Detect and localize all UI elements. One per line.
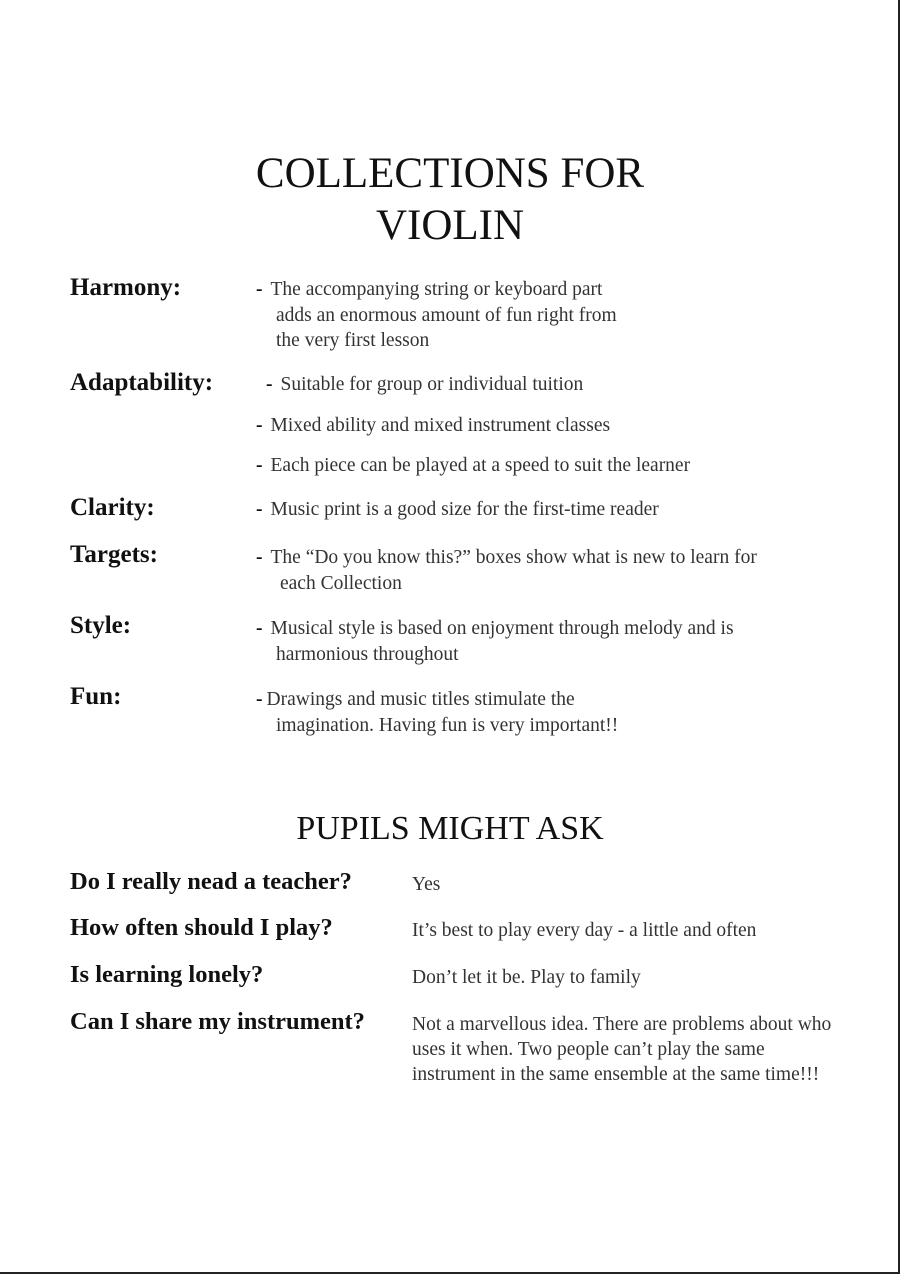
answer: Don’t let it be. Play to family: [412, 967, 641, 988]
page-title-line-1: COLLECTIONS FOR: [255, 150, 645, 197]
dash-bullet: -: [256, 689, 263, 710]
feature-text: imagination. Having fun is very important!!: [276, 714, 619, 736]
answer: It’s best to play every day - a little and often: [412, 920, 757, 941]
question: Can I share my instrument?: [70, 1008, 365, 1035]
feature-text: Music print is a good size for the first-time reader: [270, 499, 659, 520]
feature-text: The “Do you know this?” boxes show what is new to learn for: [270, 547, 757, 568]
question: How often should I play?: [70, 914, 333, 941]
feature-text: the very first lesson: [276, 330, 430, 351]
feature-label: Adaptability:: [70, 369, 214, 396]
dash-bullet: -: [256, 499, 263, 520]
dash-bullet: -: [266, 374, 273, 395]
answer: Not a marvellous idea. There are problems about who uses it when. Two people can’t play the same instrument in the same ensemble at the same time!!!: [412, 1014, 832, 1085]
feature-text: Drawings and music titles stimulate the: [266, 689, 575, 710]
dash-bullet: -: [256, 455, 263, 476]
feature-text: each Collection: [280, 572, 402, 594]
answer: Yes: [412, 874, 441, 895]
feature-label: Clarity:: [70, 494, 155, 521]
feature-label: Harmony:: [70, 274, 182, 301]
feature-text: Musical style is based on enjoyment through melody and is: [270, 618, 734, 639]
feature-description: [256, 453, 690, 479]
feature-description: [256, 497, 659, 523]
pupils-title: PUPILS MIGHT ASK: [296, 810, 604, 847]
feature-description: [266, 372, 583, 398]
feature-text: adds an enormous amount of fun right from: [276, 304, 617, 326]
feature-description: [256, 413, 610, 439]
feature-text: The accompanying string or keyboard part: [270, 279, 603, 300]
feature-description: [256, 616, 734, 667]
feature-description: [256, 545, 757, 596]
page-title: [0, 148, 900, 252]
feature-label: Style:: [70, 612, 132, 639]
feature-label: Targets:: [70, 541, 158, 568]
feature-description: [256, 277, 617, 354]
feature-label: Fun:: [70, 683, 122, 710]
question: Is learning lonely?: [70, 961, 264, 988]
dash-bullet: -: [256, 547, 263, 568]
question: Do I really nead a teacher?: [70, 868, 352, 895]
feature-text: harmonious throughout: [276, 643, 459, 665]
feature-description: [256, 687, 618, 738]
feature-text: Mixed ability and mixed instrument classes: [270, 415, 611, 436]
dash-bullet: -: [256, 415, 263, 436]
dash-bullet: -: [256, 618, 263, 639]
dash-bullet: -: [256, 279, 263, 300]
feature-text: Each piece can be played at a speed to suit the learner: [270, 455, 691, 476]
page-title-line-2: VIOLIN: [375, 202, 525, 249]
feature-text: Suitable for group or individual tuition: [280, 374, 584, 395]
